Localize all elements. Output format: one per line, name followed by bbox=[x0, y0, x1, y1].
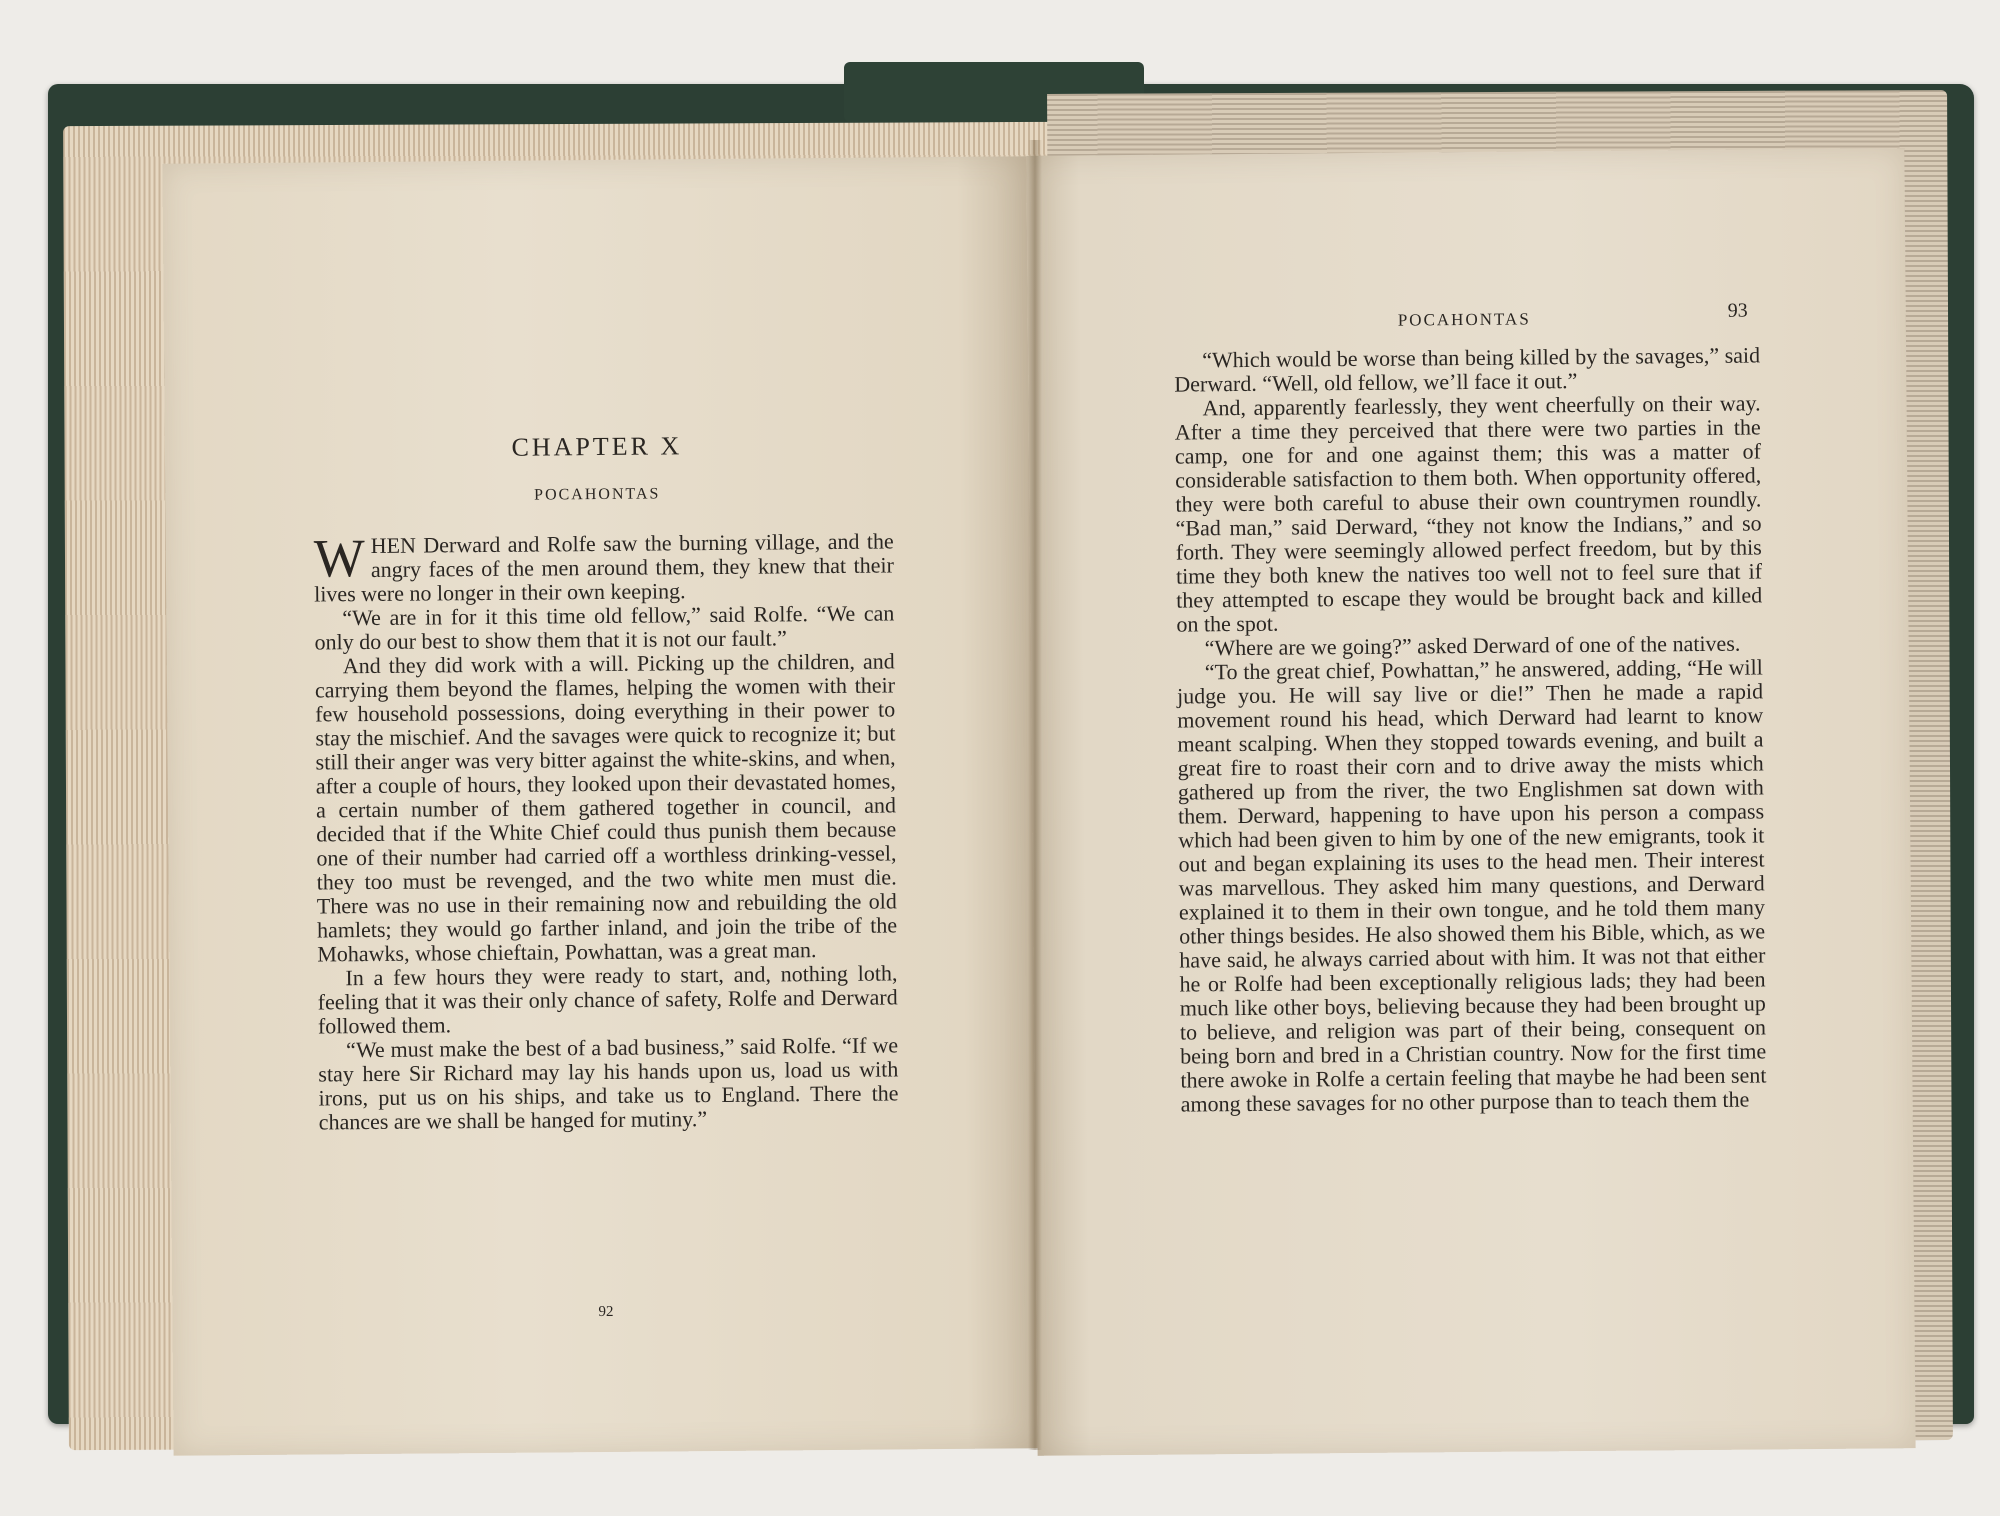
paragraph: “We are in for it this time old fellow,” said Rolfe. “We can only do our best to show them that it is not our fault.” bbox=[314, 600, 895, 655]
drop-cap: W bbox=[313, 528, 366, 589]
paragraph: “We must make the best of a bad business,” said Rolfe. “If we stay here Sir Richard may lay his hands upon us, load us with irons, put us on his ships, and take us to England. There the chances are we shall be hanged for mutiny.” bbox=[318, 1032, 899, 1135]
paragraph: “To the great chief, Powhattan,” he answered, adding, “He will judge you. He will say live or die!” Then he made a rapid movement round his head, which Derward had learnt to know meant scalping. When they stopped towards evening, and built a great fire to roast their corn and to drive away the mists which gathered up from the river, the two Englishmen sat down with them. Derward, happening to have upon his person a compass which had been given to him by one of the new emigrants, took it out and began explaining its uses to the head men. Their interest was marvellous. They asked him many questions, and Derward explained it to them in their own tongue, and he told them many other things besides. He also showed them his Bible, which, as we have said, he always carried about with him. It was not that either he or Rolfe had been exceptionally religious lads; they had been much like other boys, believing because they had been brought up to believe, and religion was part of their being, consequent on being born and bred in a Christian country. Now for the first time there awoke in Rolfe a certain feeling that maybe he had been sent among these savages for no other purpose than to teach them the bbox=[1176, 654, 1767, 1117]
left-page bbox=[162, 156, 1037, 1455]
chapter-title: CHAPTER X bbox=[511, 431, 683, 462]
paragraph: WHEN Derward and Rolfe saw the burning village, and the angry faces of the men around them, they knew that their lives were no longer in their own keeping. bbox=[313, 528, 895, 607]
left-page-body bbox=[314, 529, 899, 1134]
paragraph: “Which would be worse than being killed by the savages,” said Derward. “Well, old fellow, we’ll face it out.” bbox=[1174, 342, 1761, 397]
right-page-body bbox=[1174, 343, 1767, 1116]
running-header: POCAHONTAS bbox=[1397, 309, 1531, 330]
page-number: 92 bbox=[598, 1303, 614, 1321]
right-page bbox=[1026, 148, 1915, 1456]
paragraph: “Where are we going?” asked Derward of one of the natives. bbox=[1204, 630, 1741, 661]
paragraph: In a few hours they were ready to start, and, nothing loth, feeling that it was their only chance of safety, Rolfe and Derward followed them. bbox=[317, 960, 898, 1039]
paragraph: And, apparently fearlessly, they went cheerfully on their way. After a time they perceived that there were two parties in the camp, one for and one against them; this was a matter of considerable satisfaction to them both. When opportunity offered, they were both careful to abuse their own countrymen roundly. “Bad man,” said Derward, “they not know the Indians,” and so forth. They were seemingly allowed perfect freedom, but by this time they both knew the natives too well not to feel sure that if they attempted to escape they would be brought back and killed on the spot. bbox=[1174, 390, 1763, 637]
page-number: 93 bbox=[1727, 299, 1748, 322]
paragraph: And they did work with a will. Picking up the children, and carrying them beyond the flames, helping the women with their few household possessions, doing everything in their power to stay the mischief. And the savages were quick to recognize it; but still their anger was very bitter against the white-skins, and when, after a couple of hours, they looked upon their devastated homes, a certain number of them gathered together in council, and decided that if the White Chief could thus punish them because one of their number had carried off a worthless drinking-vessel, they too must be revenged, and the two white men must die. There was no use in their remaining now and rebuilding the old hamlets; they would go farther inland, and join the tribe of the Mohawks, whose chieftain, Powhattan, was a great man. bbox=[314, 648, 898, 967]
book-gutter bbox=[1028, 140, 1042, 1450]
chapter-subtitle: POCAHONTAS bbox=[534, 485, 661, 504]
